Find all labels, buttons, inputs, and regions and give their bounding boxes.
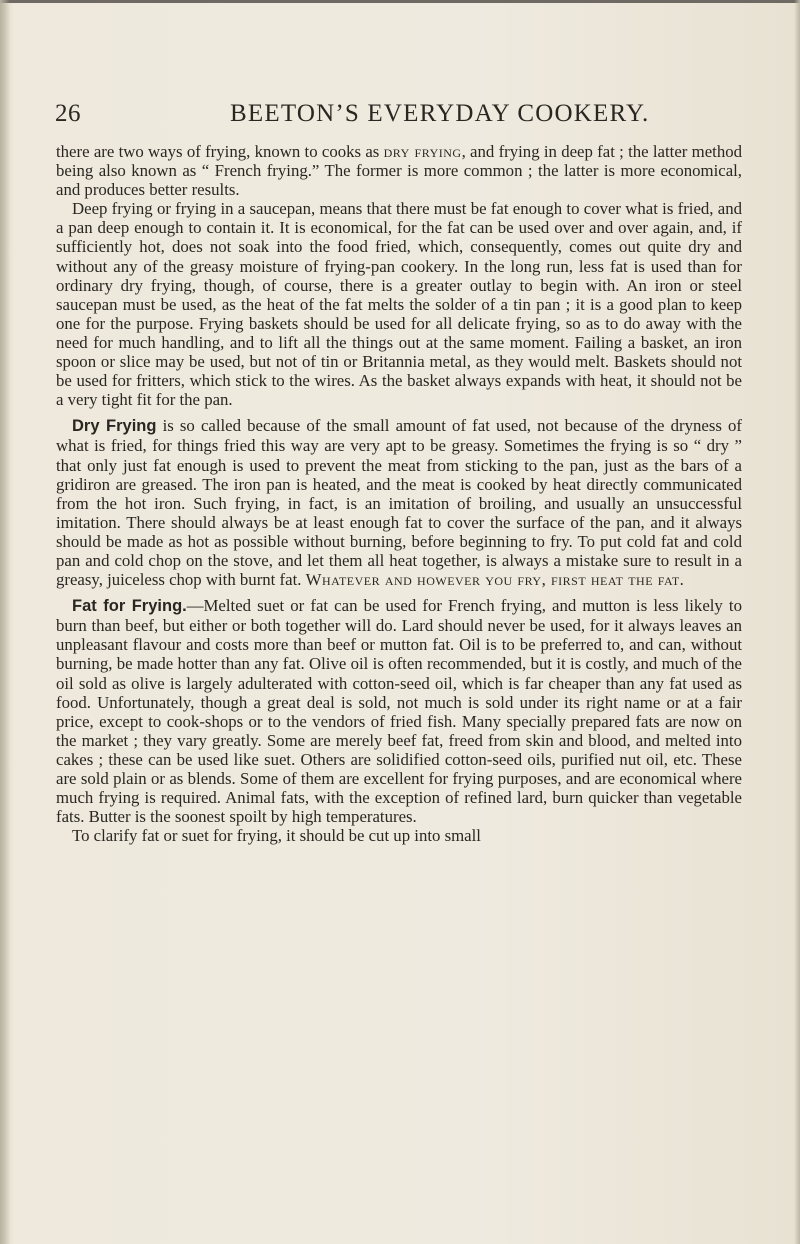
page-gutter-shadow	[0, 0, 10, 1244]
body-text	[56, 142, 742, 845]
paragraph-3-text: is so called because of the small amount of fat used, not because of the dryness of what is fried, for things fried this way are very apt to be greasy. Sometimes the frying is so “ dry ” that only just fat enough is used to prevent the meat from sticking to the pan, just as the bars of a gridiron are greased. The iron pan is heated, and the meat is cooked by heat directly communicated from the hot iron. Such frying, in fact, is an imitation of broiling, and usually an unsuccessful imitation. There should always be at least enough fat to cover the surface of the pan, and it always should be made as hot as possible without burning, before beginning to fry. To put cold fat and cold pan and cold chop on the stove, and let them all heat together, is always a mistake sure to result in a greasy, juiceless chop with burnt fat.	[56, 416, 742, 590]
paragraph-3-smallcaps: Whatever and however you fry, first heat the fat.	[305, 570, 685, 590]
paragraph-1-text-b: , and frying in deep fat ; the latter method being also known as “ French frying.” The former is more common ; the latter is more economical, and produces better results.	[56, 142, 742, 200]
top-rule	[0, 0, 800, 3]
paragraph-4-text: —Melted suet or fat can be used for French frying, and mutton is less likely to burn than beef, but either or both together will do. Lard should never be used, for it always leaves an unpleasant flavour and costs more than beef or mutton fat. Oil is to be preferred to, and can, without burning, be made hotter than any fat. Olive oil is often recommended, but it is costly, and much of the oil sold as olive is largely adulterated with cotton-seed oil, which is far cheaper than any fat used as food. Unfortunately, though a great deal is sold, not much is sold under its right name or at a fair price, except to cook-shops or to the vendors of fried fish. Many specially prepared fats are now on the market ; they vary greatly. Some are merely beef fat, freed from skin and blood, and melted into cakes ; these can be used like suet. Others are solidified cotton-seed oils, purified nut oil, etc. These are sold plain or as blends. Some of them are excellent for frying purposes, and are economical where much frying is required. Animal fats, with the exception of refined lard, burn quicker than vegetable fats. Butter is the soonest spoilt by high temperatures.	[56, 596, 742, 827]
paragraph-1	[56, 142, 742, 199]
paragraph-3	[56, 416, 742, 589]
running-head: BEETON’S EVERYDAY COOKERY.	[230, 100, 650, 127]
page-edge-shadow	[794, 0, 800, 1244]
paragraph-2: Deep frying or frying in a saucepan, means that there must be fat enough to cover what is fried, and a pan deep enough to contain it. It is economical, for the fat can be used over and over again, and, if sufficiently hot, does not soak into the food fried, which, consequently, comes out quite dry and without any of the greasy moisture of frying-pan cookery. In the long run, less fat is used than for ordinary dry frying, though, of course, there is a greater outlay to begin with. An iron or steel saucepan must be used, as the heat of the fat melts the solder of a tin pan ; it is a good plan to keep one for the purpose. Frying baskets should be used for all delicate frying, so as to do away with the need for much handling, and to lift all the things out at the same moment. Failing a basket, an iron spoon or slice may be used, but not of tin or Britannia metal, as they would melt. Baskets should not be used for fritters, which stick to the wires. As the basket always expands with heat, it should not be a very tight fit for the pan.	[56, 199, 742, 410]
paragraph-1-smallcaps: dry frying	[383, 142, 462, 161]
page-number: 26	[55, 100, 81, 127]
page-header	[55, 100, 745, 134]
section-heading-fat-for-frying: Fat for Frying.	[72, 597, 187, 616]
paragraph-5: To clarify fat or suet for frying, it should be cut up into small	[72, 826, 481, 846]
section-heading-dry-frying: Dry Frying	[72, 417, 157, 436]
paragraph-1-text-a: there are two ways of frying, known to cooks as	[56, 142, 384, 161]
paragraph-4	[56, 596, 742, 826]
